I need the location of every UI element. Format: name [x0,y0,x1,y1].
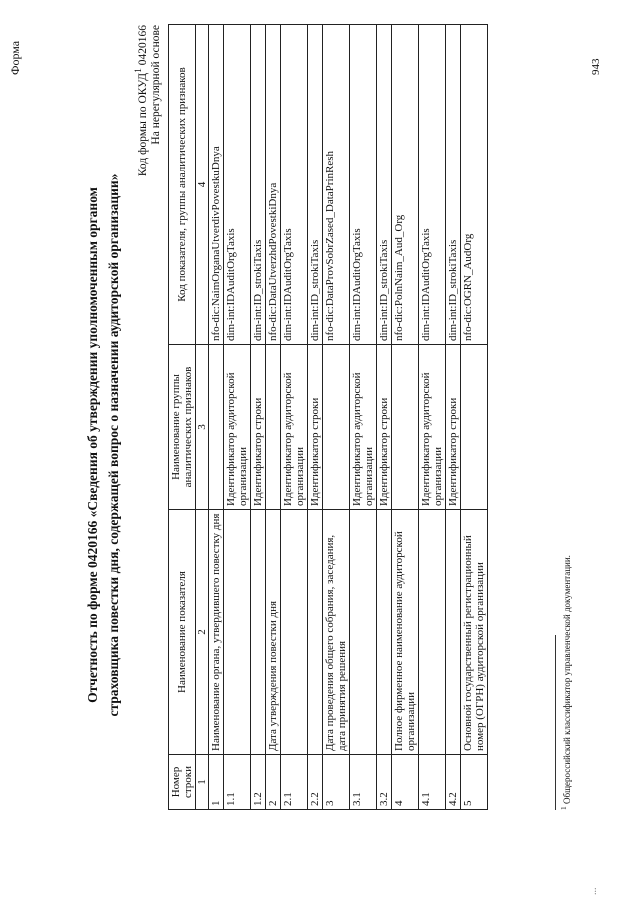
okud-label: Код формы по ОКУД [136,72,149,177]
group-name [461,345,488,510]
col-number: 4 [196,25,209,345]
footnote-content [559,555,572,810]
indicators-table [168,24,488,810]
table-row [461,25,488,810]
row-number: 4.1 [419,755,446,810]
group-name [209,345,224,510]
indicator-code: dim-int:IDAuditOrgTaxis [350,25,377,345]
table-row [281,25,308,810]
indicator-code: dim-int:IDAuditOrgTaxis [224,25,251,345]
indicator-name: Основной государственный регистрационный номер (ОГРН) аудиторской организации [461,510,488,755]
title-line-2: страховщика повестки дня, содержащей вопрос о назначении аудиторской организации» [106,173,121,717]
table-row [308,25,323,810]
header-row-number: Номер строки [169,755,196,810]
indicator-code: nfo-dic:DataUtverzhdPovestkiDnya [266,25,281,345]
indicator-code: dim-int:ID_strokiTaxis [446,25,461,345]
indicator-name [281,510,308,755]
form-label: Форма [8,40,22,75]
table-row [392,25,419,810]
group-name [392,345,419,510]
document-title [82,125,124,765]
col-number: 2 [196,510,209,755]
indicator-code: dim-int:ID_strokiTaxis [377,25,392,345]
table-header-row [169,25,196,810]
row-number: 3.2 [377,755,392,810]
group-name: Идентификатор строки [377,345,392,510]
table-row [266,25,281,810]
row-number: 1.2 [251,755,266,810]
group-name: Идентификатор строки [308,345,323,510]
indicator-code: dim-int:ID_strokiTaxis [308,25,323,345]
table-row [377,25,392,810]
group-name: Идентификатор аудиторской организации [350,345,377,510]
group-name: Идентификатор аудиторской организации [419,345,446,510]
indicator-code: dim-int:ID_strokiTaxis [251,25,266,345]
periodicity: На нерегулярной основе [149,25,162,145]
title-line-1: Отчетность по форме 0420166 «Сведения об утверждении уполномоченным органом [85,187,100,703]
row-number: 2 [266,755,281,810]
indicator-name [377,510,392,755]
table-row [224,25,251,810]
indicator-code: nfo-dic:PolnNaim_Aud_Org [392,25,419,345]
footnote-text: Общероссийский классификатор управленческой документации. [562,555,572,804]
footnote [555,555,572,810]
header-indicator-name: Наименование показателя [169,510,196,755]
row-number: 3.1 [350,755,377,810]
okud-code: 0420166 [136,25,149,66]
header-code: Код показателя, группы аналитических признаков [169,25,196,345]
group-name [266,345,281,510]
table-row [446,25,461,810]
indicator-name [224,510,251,755]
table-row [323,25,350,810]
indicator-name [251,510,266,755]
indicator-name: Наименование органа, утвердившего повестку дня [209,510,224,755]
okud-footnote-ref: 1 [133,68,144,73]
okud-code-line [132,25,150,225]
indicator-name [350,510,377,755]
indicator-code: nfo-dic:OGRN_AudOrg [461,25,488,345]
row-number: 2.2 [308,755,323,810]
row-number: 2.1 [281,755,308,810]
group-name [323,345,350,510]
page-number: 943 [590,58,602,75]
group-name: Идентификатор аудиторской организации [281,345,308,510]
indicator-code: dim-int:IDAuditOrgTaxis [419,25,446,345]
col-number: 1 [196,755,209,810]
row-number: 3 [323,755,350,810]
row-number: 4.2 [446,755,461,810]
indicator-code: dim-int:IDAuditOrgTaxis [281,25,308,345]
table-row [251,25,266,810]
row-number: 1 [209,755,224,810]
row-number: 4 [392,755,419,810]
okud-block [132,25,163,225]
table-row [419,25,446,810]
footnote-ref: 1 [559,806,568,810]
indicator-name [419,510,446,755]
group-name: Идентификатор строки [251,345,266,510]
column-number-row [196,25,209,810]
corner-mark: ... [588,887,599,895]
indicator-name [446,510,461,755]
indicator-name: Дата проведения общего собрания, заседания, дата принятия решения [323,510,350,755]
col-number: 3 [196,345,209,510]
indicator-code: nfo-dic:NaimOrganaUtverdivPovestkuDnya [209,25,224,345]
table-row [350,25,377,810]
row-number: 1.1 [224,755,251,810]
header-group-name: Наименование группы аналитических признаков [169,345,196,510]
table-body [209,25,488,810]
table-row [209,25,224,810]
indicator-name [308,510,323,755]
row-number: 5 [461,755,488,810]
indicator-name: Дата утверждения повестки дня [266,510,281,755]
indicator-name: Полное фирменное наименование аудиторской организации [392,510,419,755]
group-name: Идентификатор аудиторской организации [224,345,251,510]
indicator-code: nfo-dic:DataProvSobrZased_DataPrinResh [323,25,350,345]
group-name: Идентификатор строки [446,345,461,510]
